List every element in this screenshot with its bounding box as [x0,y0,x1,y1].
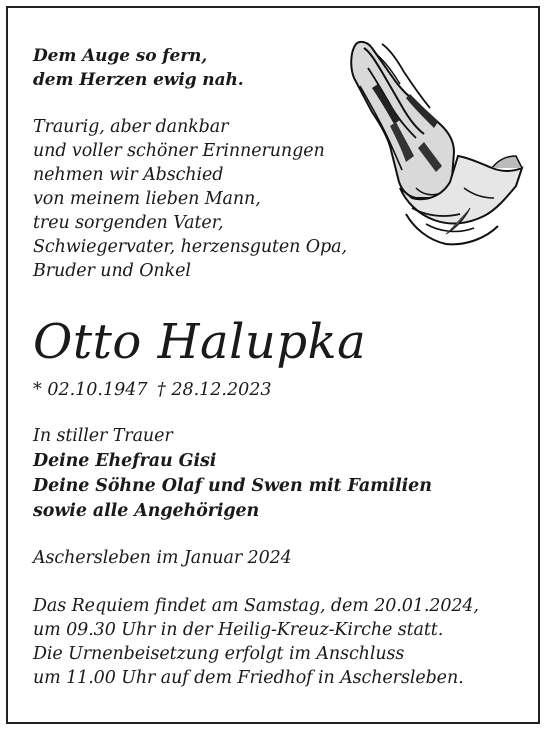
motto-line: Dem Auge so fern, [33,46,208,66]
mourner-line: Deine Ehefrau Gisi [33,451,217,471]
service-info [33,594,479,690]
intro-line: Bruder und Onkel [33,261,191,281]
death-date: † 28.12.2023 [157,380,272,400]
motto [33,44,244,92]
intro-line: Traurig, aber dankbar [33,117,229,137]
intro-line: nehmen wir Abschied [33,165,224,185]
mourner-line: sowie alle Angehörigen [33,501,260,521]
service-line: Die Urnenbeisetzung erfolgt im Anschluss [33,644,405,664]
motto-line: dem Herzen ewig nah. [33,70,244,90]
service-line: Das Requiem findet am Samstag, dem 20.01.2024, [33,596,479,616]
praying-hands-icon [346,38,524,248]
service-line: um 11.00 Uhr auf dem Friedhof in Aschersleben. [33,668,464,688]
service-line: um 09.30 Uhr in der Heilig-Kreuz-Kirche statt. [33,620,444,640]
intro-line: und voller schöner Erinnerungen [33,141,325,161]
birth-date: * 02.10.1947 [33,380,148,400]
intro-text [33,115,347,283]
mourners [33,424,432,524]
mourners-intro: In stiller Trauer [33,426,173,446]
intro-line: treu sorgenden Vater, [33,213,224,233]
deceased-name: Otto Halupka [33,314,367,370]
place-date: Aschersleben im Januar 2024 [33,548,292,568]
mourner-line: Deine Söhne Olaf und Swen mit Familien [33,476,432,496]
intro-line: von meinem lieben Mann, [33,189,261,209]
intro-line: Schwiegervater, herzensguten Opa, [33,237,347,257]
